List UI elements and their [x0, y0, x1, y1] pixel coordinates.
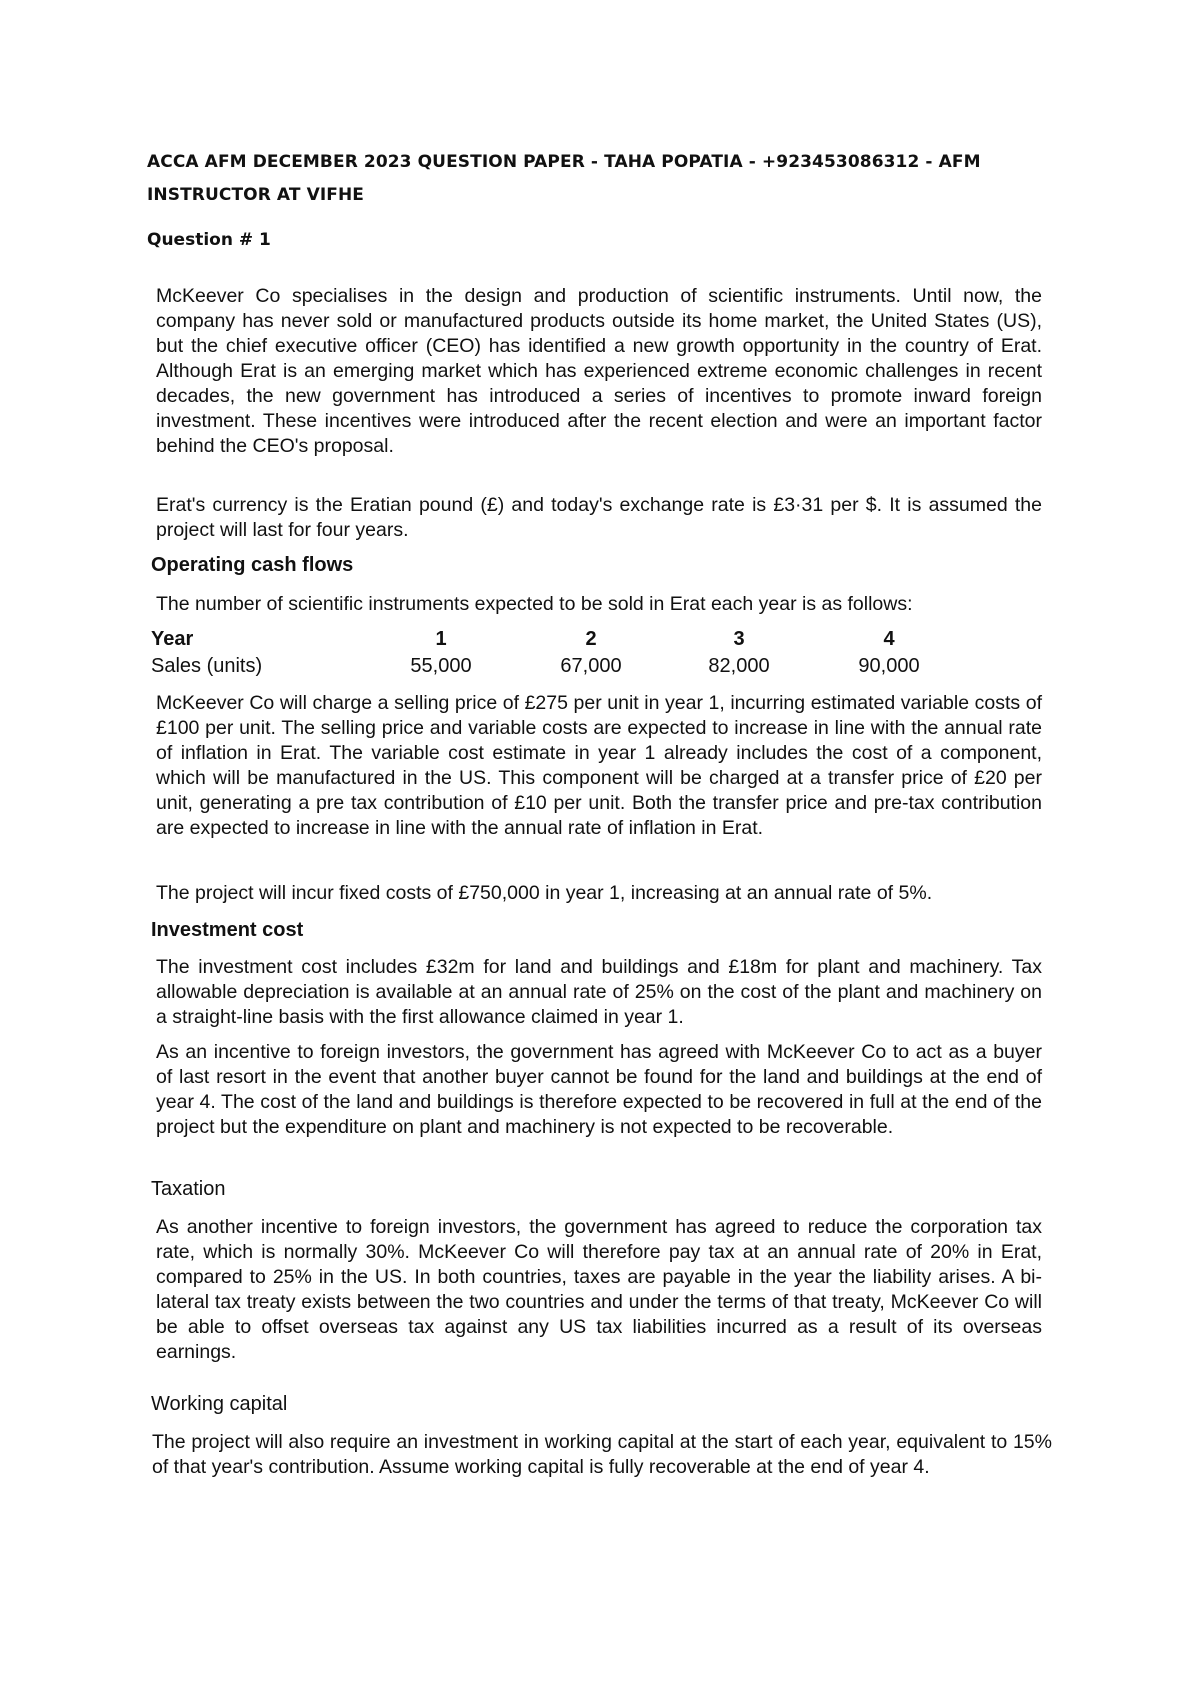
investment-paragraph-1: The investment cost includes £32m for land and buildings and £18m for plant and machinery. Tax allowable depreciation is available at an annual rate of 25% on the cost of the plant and machinery on a straight-line basis with the first allowance claimed in year 1. — [156, 956, 1042, 1028]
working-capital-heading: Working capital — [151, 1393, 288, 1415]
sales-year-3: 82,000 — [708, 655, 770, 677]
year-3: 3 — [733, 628, 745, 650]
question-label: Question # 1 — [147, 230, 271, 250]
taxation-paragraph: As another incentive to foreign investors, the government has agreed to reduce the corporation tax rate, which is normally 30%. McKeever Co will therefore pay tax at an annual rate of 20% in Erat, compared to 25% in the US. In both countries, taxes are payable in the year the liability arises. A bi-lateral tax treaty exists between the two countries and under the terms of that treaty, McKeever Co will be able to offset overseas tax against any US tax liabilities incurred as a result of its overseas earnings. — [156, 1216, 1042, 1363]
working-capital-paragraph: The project will also require an investment in working capital at the start of each year, equivalent to 15% of that year's contribution. Assume working capital is fully recoverable at the end of year 4. — [152, 1431, 1052, 1478]
sales-year-1: 55,000 — [410, 655, 472, 677]
fixed-costs-paragraph: The project will incur fixed costs of £750,000 in year 1, increasing at an annual rate of 5%. — [156, 882, 933, 904]
year-2: 2 — [585, 628, 597, 650]
currency-paragraph: Erat's currency is the Eratian pound (£) and today's exchange rate is £3·31 per $. It is assumed the project will last for four years. — [156, 494, 1042, 541]
year-header: Year — [151, 628, 194, 650]
sales-table-header — [151, 628, 971, 654]
sales-label: Sales (units) — [151, 655, 263, 677]
sales-intro: The number of scientific instruments expected to be sold in Erat each year is as follows: — [156, 593, 913, 615]
title-line-2: INSTRUCTOR AT VIFHE — [147, 185, 365, 205]
operating-cash-flows-heading: Operating cash flows — [151, 554, 354, 576]
sales-year-4: 90,000 — [858, 655, 920, 677]
sales-table-row — [151, 655, 971, 681]
pricing-paragraph: McKeever Co will charge a selling price of £275 per unit in year 1, incurring estimated variable costs of £100 per unit. The selling price and variable costs are expected to increase in line with the annual rate of inflation in Erat. The variable cost estimate in year 1 already includes the cost of a component, which will be manufactured in the US. This component will be charged at a transfer price of £20 per unit, generating a pre tax contribution of £10 per unit. Both the transfer price and pre-tax contribution are expected to increase in line with the annual rate of inflation in Erat. — [156, 692, 1042, 839]
title-line-1: ACCA AFM DECEMBER 2023 QUESTION PAPER - TAHA POPATIA - +923453086312 - AFM — [147, 152, 981, 172]
taxation-heading: Taxation — [151, 1178, 226, 1200]
year-4: 4 — [883, 628, 895, 650]
sales-year-2: 67,000 — [560, 655, 622, 677]
document-title — [147, 146, 1007, 212]
investment-cost-heading: Investment cost — [151, 919, 304, 941]
intro-paragraph: McKeever Co specialises in the design and production of scientific instruments. Until now, the company has never sold or manufactured products outside its home market, the United States (US), but the chief executive officer (CEO) has identified a new growth opportunity in the country of Erat. Although Erat is an emerging market which has experienced extreme economic challenges in recent decades, the new government has introduced a series of incentives to promote inward foreign investment. These incentives were introduced after the recent election and were an important factor behind the CEO's proposal. — [156, 285, 1042, 457]
investment-paragraph-2: As an incentive to foreign investors, the government has agreed with McKeever Co to act as a buyer of last resort in the event that another buyer cannot be found for the land and buildings at the end of year 4. The cost of the land and buildings is therefore expected to be recovered in full at the end of the project but the expenditure on plant and machinery is not expected to be recoverable. — [156, 1041, 1042, 1138]
year-1: 1 — [435, 628, 447, 650]
